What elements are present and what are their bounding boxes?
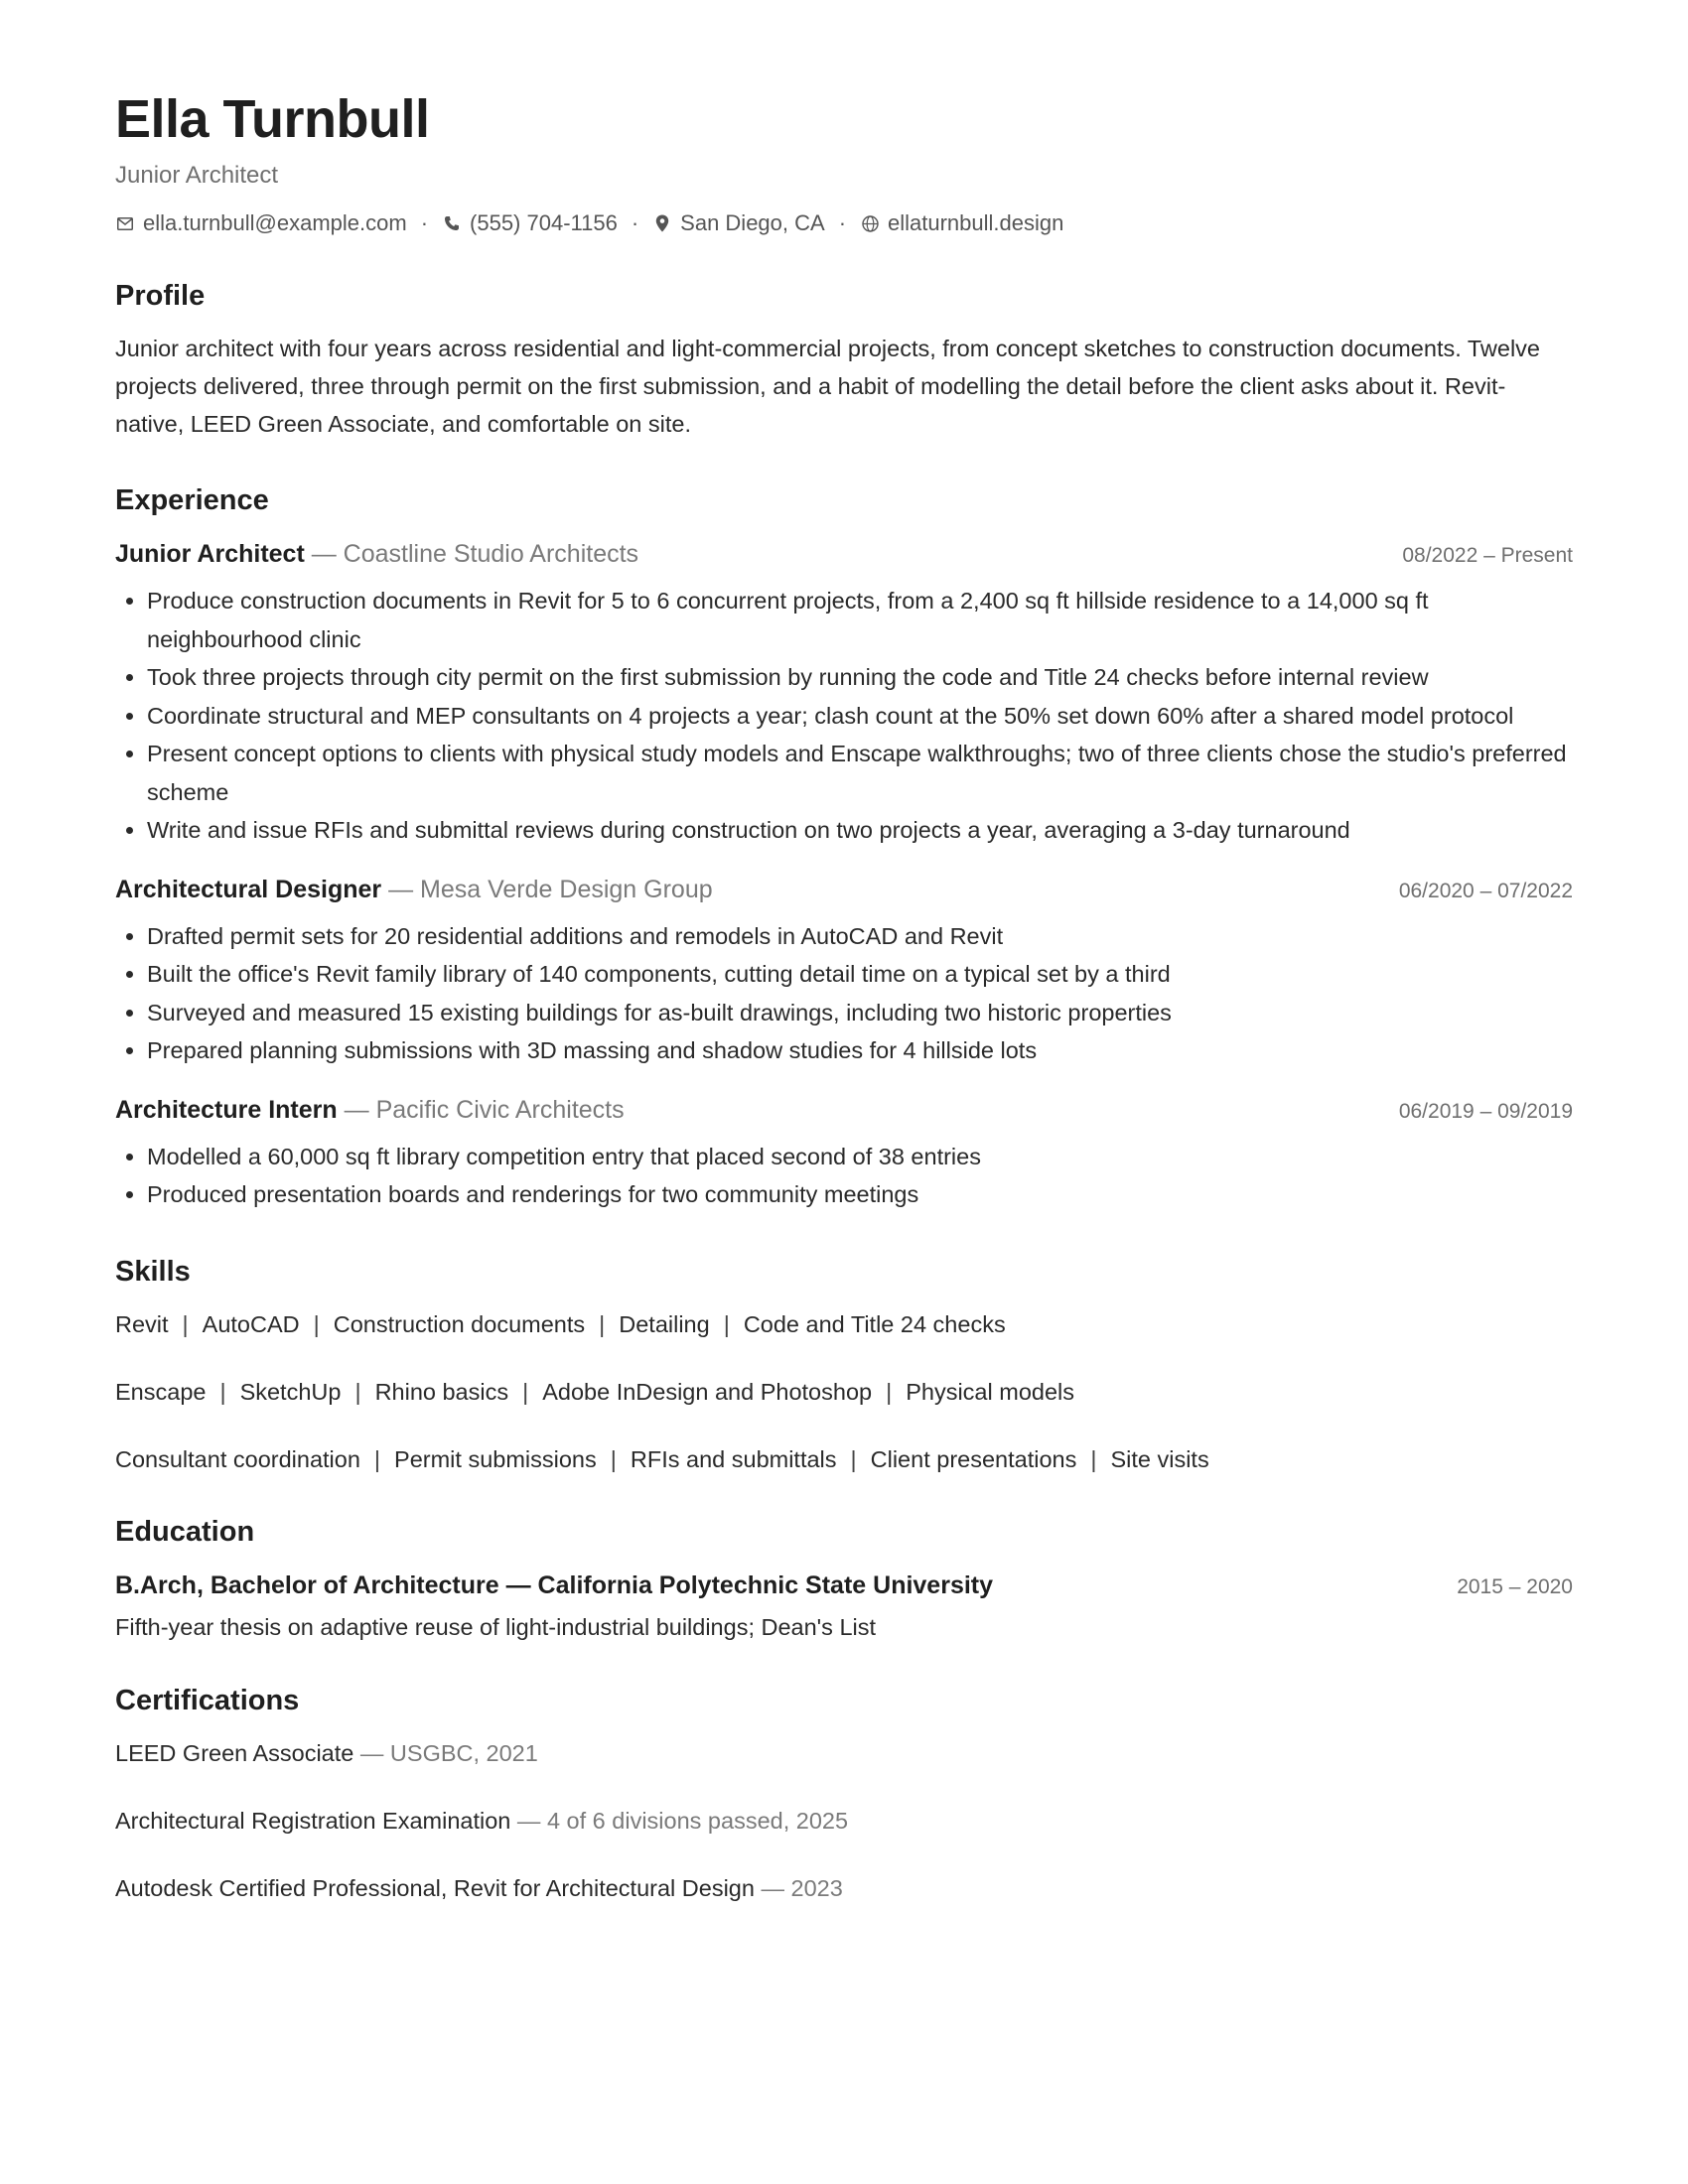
job-bullet: • Modelled a 60,000 sq ft library competition entry that placed second of 38 entries: [147, 1138, 1573, 1176]
job-bullet: • Produced presentation boards and renderings for two community meetings: [147, 1175, 1573, 1214]
certifications-section: [115, 1683, 1573, 1903]
job-bullets: [115, 582, 1573, 850]
job-dates: 06/2020 – 07/2022: [1398, 879, 1573, 902]
job-bullet: • Took three projects through city permit on the first submission by running the code and Title 24 checks before internal review: [147, 658, 1573, 697]
certification-name: Architectural Registration Examination: [115, 1807, 511, 1834]
experience-section: [115, 482, 1573, 1214]
certifications-heading: Certifications: [115, 1684, 300, 1716]
skill-separator: |: [313, 1310, 320, 1337]
job-dates: 08/2022 – Present: [1402, 544, 1573, 567]
certification-meta: — 2023: [754, 1874, 843, 1901]
contact-bar: [115, 208, 1573, 238]
candidate-headline: Junior Architect: [115, 162, 279, 189]
contact-phone[interactable]: [442, 208, 618, 238]
certification-name: LEED Green Associate: [115, 1739, 354, 1766]
skill-separator: |: [599, 1310, 606, 1337]
skill-item: Site visits: [1110, 1445, 1209, 1472]
skill-separator: |: [354, 1378, 361, 1405]
certification-item: [115, 1806, 1573, 1836]
candidate-name: Ella Turnbull: [115, 89, 430, 149]
skill-item: Rhino basics: [374, 1378, 509, 1405]
skill-item: AutoCAD: [202, 1310, 300, 1337]
certification-item: [115, 1738, 1573, 1768]
skill-separator: |: [886, 1378, 893, 1405]
skill-separator: |: [1090, 1445, 1097, 1472]
job-organization: — Mesa Verde Design Group: [381, 875, 713, 903]
certification-item: [115, 1873, 1573, 1903]
skill-separator: |: [723, 1310, 730, 1337]
skill-item: Consultant coordination: [115, 1445, 360, 1472]
education-section: [115, 1514, 1573, 1643]
job-dates: 06/2019 – 09/2019: [1398, 1099, 1573, 1123]
job-organization: — Pacific Civic Architects: [337, 1095, 625, 1124]
job-entry: [115, 1092, 1573, 1214]
contact-separator: ·: [420, 210, 429, 235]
skill-separator: |: [850, 1445, 857, 1472]
job-entry: [115, 872, 1573, 1070]
contact-separator: ·: [631, 210, 639, 235]
job-entry: [115, 536, 1573, 850]
skills-line: [115, 1309, 1573, 1339]
skill-item: Adobe InDesign and Photoshop: [542, 1378, 873, 1405]
contact-phone-text: (555) 704-1156: [470, 210, 618, 235]
job-bullet: • Drafted permit sets for 20 residential additions and remodels in AutoCAD and Revit: [147, 917, 1573, 956]
profile-heading: Profile: [115, 280, 206, 312]
skill-item: Revit: [115, 1310, 169, 1337]
contact-website[interactable]: [860, 208, 1063, 238]
job-bullet: • Coordinate structural and MEP consultants on 4 projects a year; clash count at the 50% set down 60% after a shared model protocol: [147, 697, 1573, 736]
certification-meta: — USGBC, 2021: [353, 1739, 538, 1766]
job-title: Architectural Designer: [115, 875, 382, 903]
globe-icon: [860, 213, 880, 233]
skills-line: [115, 1377, 1573, 1407]
envelope-icon: [115, 213, 135, 233]
skills-heading: Skills: [115, 1255, 191, 1288]
skills-line: [115, 1444, 1573, 1474]
job-bullet: • Built the office's Revit family library of 140 components, cutting detail time on a typical set by a third: [147, 955, 1573, 994]
skill-item: Detailing: [619, 1310, 710, 1337]
contact-website-text: ellaturnbull.design: [888, 210, 1064, 235]
location-pin-icon: [652, 213, 672, 233]
education-degree: B.Arch, Bachelor of Architecture — California Polytechnic State University: [115, 1570, 994, 1599]
education-note: Fifth-year thesis on adaptive reuse of light-industrial buildings; Dean's List: [115, 1613, 877, 1640]
skill-item: Enscape: [115, 1378, 207, 1405]
job-organization: — Coastline Studio Architects: [304, 540, 639, 568]
skill-item: SketchUp: [239, 1378, 342, 1405]
contact-email-text: ella.turnbull@example.com: [143, 210, 407, 235]
contact-location: [652, 208, 825, 238]
skill-item: Construction documents: [333, 1310, 586, 1337]
skill-item: RFIs and submittals: [630, 1445, 837, 1472]
education-dates: 2015 – 2020: [1457, 1574, 1573, 1598]
education-heading: Education: [115, 1515, 255, 1548]
job-bullet: • Present concept options to clients with physical study models and Enscape walkthroughs; two of three clients chose the studio's preferred scheme: [147, 735, 1573, 811]
job-bullet: • Surveyed and measured 15 existing buildings for as-built drawings, including two historic properties: [147, 994, 1573, 1032]
skill-separator: |: [522, 1378, 529, 1405]
job-bullet: • Write and issue RFIs and submittal reviews during construction on two projects a year, averaging a 3-day turnaround: [147, 811, 1573, 850]
profile-section: [115, 278, 1573, 443]
skill-item: Physical models: [906, 1378, 1074, 1405]
profile-summary: Junior architect with four years across residential and light-commercial projects, from concept sketches to construction documents. Twelve projects delivered, three through permit on the first submission, and a habit of modelling the detail before the client asks about it. Revit-native, LEED Green Associate, and comfortable on site.: [115, 336, 1540, 437]
job-title: Architecture Intern: [115, 1095, 338, 1124]
contact-email[interactable]: [115, 208, 407, 238]
certification-meta: — 4 of 6 divisions passed, 2025: [510, 1807, 849, 1834]
skill-separator: |: [182, 1310, 189, 1337]
skill-separator: |: [219, 1378, 226, 1405]
contact-separator: ·: [838, 210, 847, 235]
skill-item: Client presentations: [870, 1445, 1077, 1472]
job-bullet: • Produce construction documents in Revit for 5 to 6 concurrent projects, from a 2,400 sq ft hillside residence to a 14,000 sq ft neighbourhood clinic: [147, 582, 1573, 658]
phone-icon: [442, 213, 462, 233]
job-bullets: [115, 1138, 1573, 1214]
job-bullet: • Prepared planning submissions with 3D massing and shadow studies for 4 hillside lots: [147, 1031, 1573, 1070]
skill-item: Code and Title 24 checks: [743, 1310, 1006, 1337]
skill-separator: |: [610, 1445, 617, 1472]
job-title: Junior Architect: [115, 540, 305, 568]
job-bullets: [115, 917, 1573, 1070]
experience-heading: Experience: [115, 484, 269, 516]
contact-location-text: San Diego, CA: [680, 210, 825, 235]
skills-section: [115, 1254, 1573, 1474]
skill-item: Permit submissions: [394, 1445, 597, 1472]
skill-separator: |: [373, 1445, 381, 1472]
certification-name: Autodesk Certified Professional, Revit for Architectural Design: [115, 1874, 755, 1901]
